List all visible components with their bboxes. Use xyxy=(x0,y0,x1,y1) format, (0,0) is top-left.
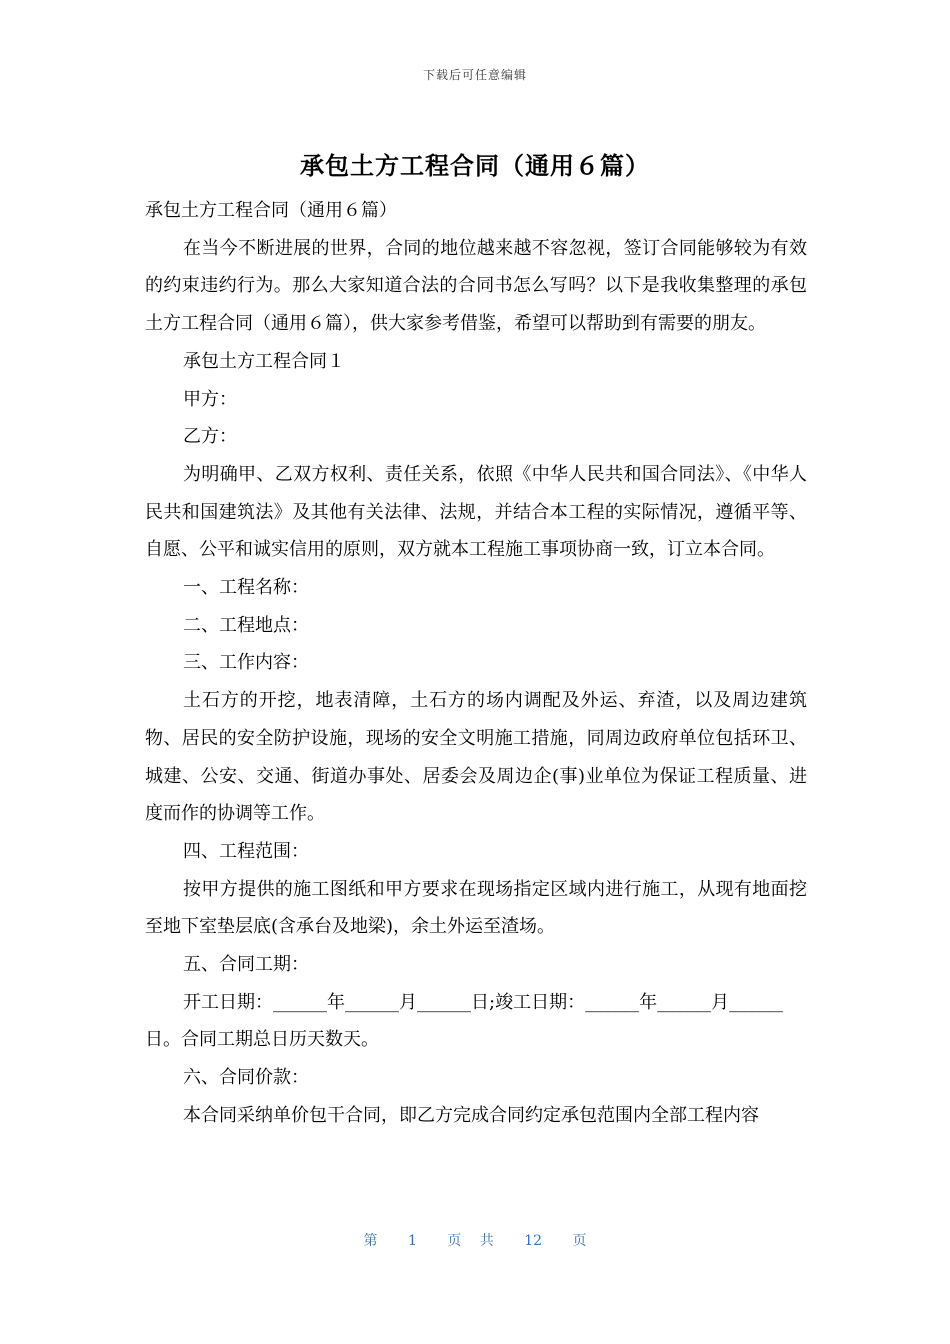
page-total: 12 xyxy=(524,1233,543,1249)
clause-paragraph: 按甲方提供的施工图纸和甲方要求在现场指定区域内进行施工，从现有地面挖至地下室垫层底(含承台及地梁)，余土外运至渣场。 xyxy=(145,878,807,938)
clause-heading: 三、工作内容： xyxy=(183,652,309,674)
clause-heading: 四、工程范围： xyxy=(183,840,309,862)
document-title: 承包土方工程合同（通用６篇） xyxy=(300,152,650,180)
document-body xyxy=(145,192,807,1135)
page-number: 1 xyxy=(407,1233,417,1249)
intro-paragraph: 在当今不断进展的世界，合同的地位越来越不容忽视，签订合同能够较为有效的约束违约行为。那么大家知道合法的合同书怎么写吗？以下是我收集整理的承包土方工程合同（通用６篇），供大家参考借鉴，希望可以帮助到有需要的朋友。 xyxy=(145,237,807,335)
clause-paragraph: 本合同采纳单价包干合同，即乙方完成合同约定承包范围内全部工程内容 xyxy=(183,1104,759,1126)
page-label-pre: 第 xyxy=(363,1233,378,1249)
schedule-paragraph: 开工日期：______年______月______日;竣工日期：______年______月______日。合同工期总日历天数天。 xyxy=(145,991,784,1051)
clause-heading: 五、合同工期： xyxy=(183,954,309,976)
party-b-line: 乙方： xyxy=(183,426,237,448)
clause-heading: 二、工程地点： xyxy=(183,614,309,636)
section-heading: 承包土方工程合同１ xyxy=(183,350,345,372)
clause-heading: 六、合同价款： xyxy=(183,1067,309,1089)
clause-paragraph: 土石方的开挖，地表清障，土石方的场内调配及外运、弃渣，以及周边建筑物、居民的安全防护设施，现场的安全文明施工措施，同周边政府单位包括环卫、城建、公安、交通、街道办事处、居委会及周边企(事)业单位为保证工程质量、进度而作的协调等工作。 xyxy=(145,690,807,825)
page-footer xyxy=(0,1230,950,1250)
preamble-paragraph: 为明确甲、乙双方权利、责任关系，依照《中华人民共和国合同法》、《中华人民共和国建筑法》及其他有关法律、法规，并结合本工程的实际情况，遵循平等、自愿、公平和诚实信用的原则，双方就本工程施工事项协商一致，订立本合同。 xyxy=(145,463,807,561)
party-a-line: 甲方： xyxy=(183,388,237,410)
subtitle-paragraph: 承包土方工程合同（通用６篇） xyxy=(145,200,397,221)
clause-heading: 一、工程名称： xyxy=(183,577,309,599)
header-note: 下载后可任意编辑 xyxy=(422,68,527,82)
page-label-mid: 页 共 xyxy=(447,1233,494,1249)
page-label-post: 页 xyxy=(572,1233,587,1249)
